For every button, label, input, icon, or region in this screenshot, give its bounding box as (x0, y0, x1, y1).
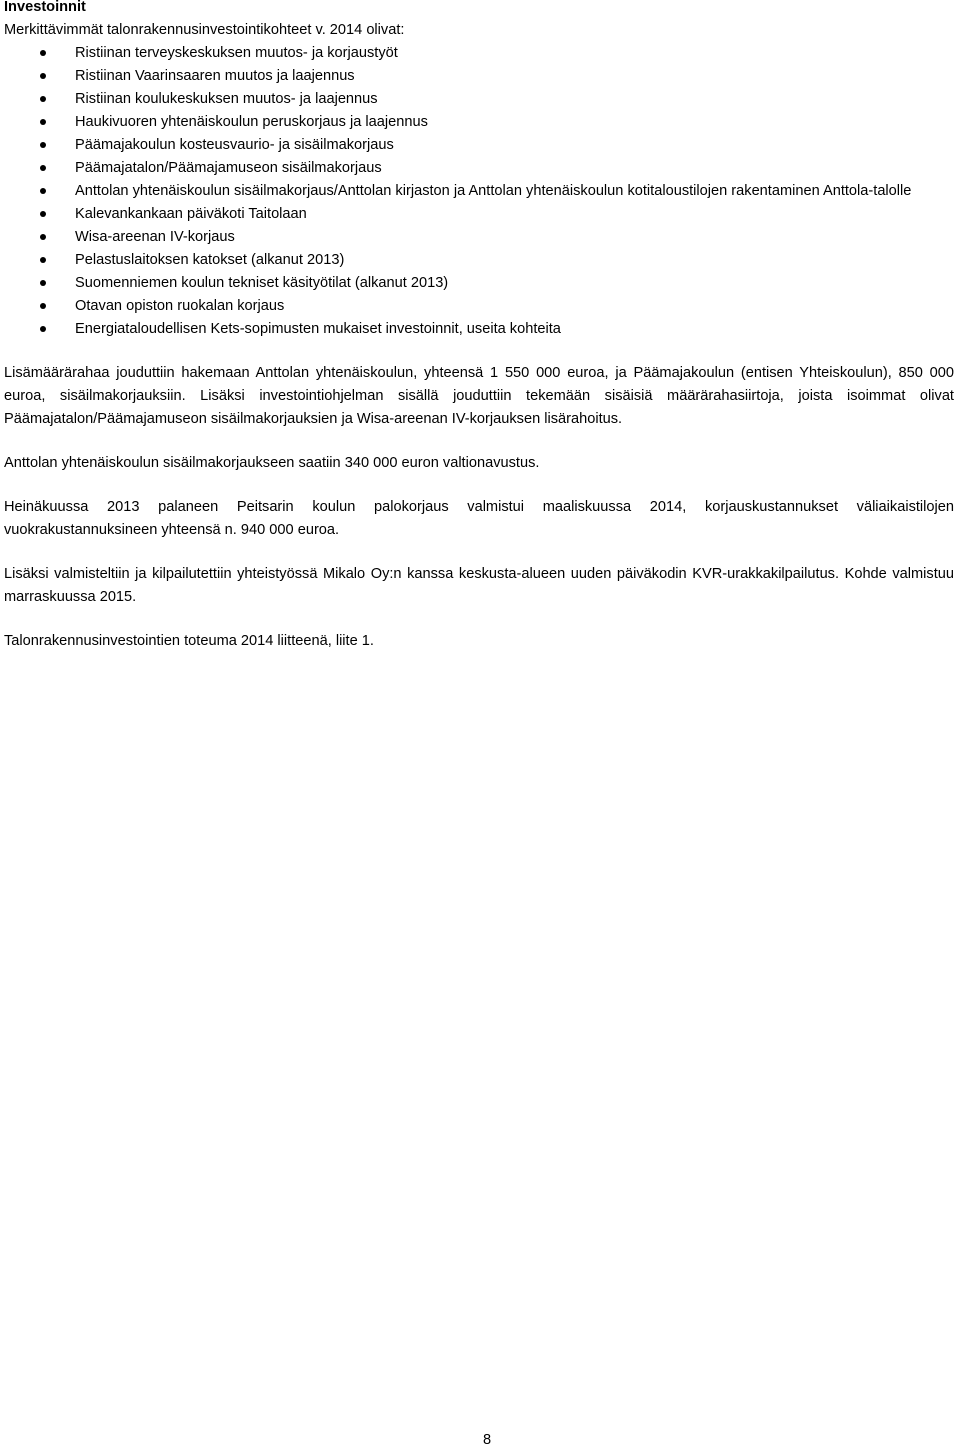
paragraph-additional-funding: Lisämäärärahaa jouduttiin hakemaan Anttolan yhtenäiskoulun, yhteensä 1 550 000 euroa, ja Päämajakoulun (entisen Yhteiskoulun), 850 000 euroa, sisäilmakorjauksiin. Lisäksi investointiohjelman sisällä jouduttiin tekemään sisäisiä määrärahasiirtoja, joista isoimmat olivat Päämajatalon/Päämajamuseon sisäilmakorjauksien ja Wisa-areenan IV-korjauksen lisärahoitus. (4, 365, 954, 427)
bullet-icon (40, 50, 46, 56)
bullet-icon (40, 142, 46, 148)
section-heading: Investoinnit (4, 0, 86, 15)
list-item (4, 65, 954, 88)
bullet-icon (40, 257, 46, 263)
spacer (4, 542, 954, 563)
paragraph-daycare-tender: Lisäksi valmisteltiin ja kilpailutettiin yhteistyössä Mikalo Oy:n kanssa keskusta-alueen uuden päiväkodin KVR-urakkakilpailutus. Kohde valmistuu marraskuussa 2015. (4, 566, 954, 605)
document-body (4, 0, 954, 653)
list-item-text: Kalevankankaan päiväkoti Taitolaan (75, 206, 307, 222)
bullet-icon (40, 188, 46, 194)
investment-list (4, 42, 954, 341)
list-item-text: Päämajakoulun kosteusvaurio- ja sisäilmakorjaus (75, 137, 394, 153)
bullet-icon (40, 119, 46, 125)
list-item-text: Energiataloudellisen Kets-sopimusten mukaiset investoinnit, useita kohteita (75, 321, 561, 337)
bullet-icon (40, 280, 46, 286)
spacer (4, 609, 954, 630)
bullet-icon (40, 165, 46, 171)
list-item (4, 295, 954, 318)
list-item-text: Anttolan yhtenäiskoulun sisäilmakorjaus/Anttolan kirjaston ja Anttolan yhtenäiskoulun kotitaloustilojen rakentaminen Anttola-talolle (75, 183, 912, 199)
paragraph-fire-repair: Heinäkuussa 2013 palaneen Peitsarin koulun palokorjaus valmistui maaliskuussa 2014, korjauskustannukset väliaikaistilojen vuokrakustannuksineen yhteensä n. 940 000 euroa. (4, 499, 954, 538)
list-item (4, 203, 954, 226)
bullet-icon (40, 303, 46, 309)
list-item (4, 42, 954, 65)
spacer (4, 475, 954, 496)
bullet-icon (40, 234, 46, 240)
bullet-icon (40, 211, 46, 217)
bullet-icon (40, 96, 46, 102)
paragraph-state-grant: Anttolan yhtenäiskoulun sisäilmakorjaukseen saatiin 340 000 euron valtionavustus. (4, 455, 540, 471)
bullet-icon (40, 326, 46, 332)
list-item (4, 88, 954, 111)
list-item-text: Ristiinan Vaarinsaaren muutos ja laajennus (75, 68, 355, 84)
list-item-text: Wisa-areenan IV-korjaus (75, 229, 235, 245)
bullet-icon (40, 73, 46, 79)
list-item (4, 180, 954, 203)
page-number: 8 (482, 1432, 492, 1448)
list-item (4, 226, 954, 249)
list-item-text: Suomenniemen koulun tekniset käsityötilat (alkanut 2013) (75, 275, 449, 291)
list-item-text: Otavan opiston ruokalan korjaus (75, 298, 285, 314)
list-item-text: Päämajatalon/Päämajamuseon sisäilmakorjaus (75, 160, 382, 176)
list-item-text: Ristiinan terveyskeskuksen muutos- ja korjaustyöt (75, 45, 398, 61)
paragraph-appendix-reference: Talonrakennusinvestointien toteuma 2014 liitteenä, liite 1. (4, 633, 374, 649)
list-item (4, 272, 954, 295)
list-item (4, 318, 954, 341)
list-item-text: Pelastuslaitoksen katokset (alkanut 2013) (75, 252, 345, 268)
list-item (4, 111, 954, 134)
spacer (4, 341, 954, 362)
list-item (4, 134, 954, 157)
section-intro: Merkittävimmät talonrakennusinvestointikohteet v. 2014 olivat: (4, 22, 405, 38)
spacer (4, 431, 954, 452)
list-item (4, 249, 954, 272)
list-item (4, 157, 954, 180)
list-item-text: Ristiinan koulukeskuksen muutos- ja laajennus (75, 91, 378, 107)
list-item-text: Haukivuoren yhtenäiskoulun peruskorjaus ja laajennus (75, 114, 428, 130)
